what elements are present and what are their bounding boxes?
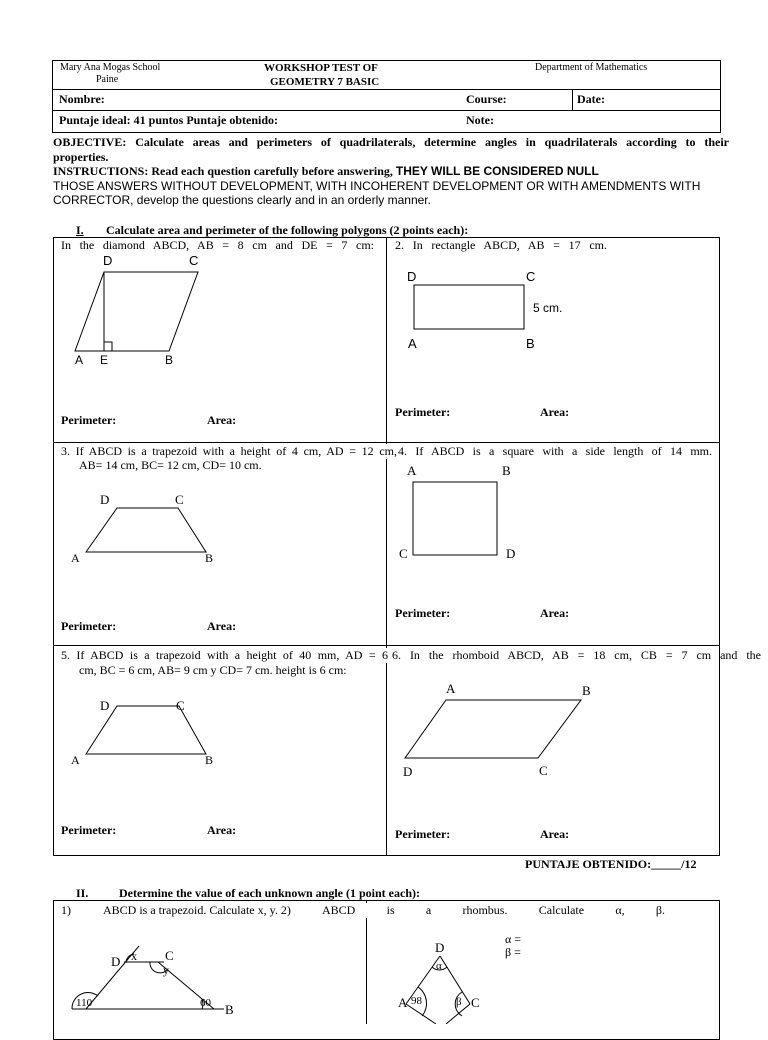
q4-text: 4. If ABCD is a square with a side length of 14 mm. <box>398 444 712 458</box>
q5-label-A: A <box>71 753 80 767</box>
q1-perimeter-label: Perimeter: <box>61 413 117 427</box>
s2-q1-label-x: x <box>131 949 137 963</box>
s2-q2-label-alpha: α <box>436 960 442 972</box>
q3-area-label: Area: <box>207 619 237 633</box>
section2-heading: Determine the value of each unknown angle (1 point each): <box>119 886 420 900</box>
q6-perimeter-label: Perimeter: <box>395 827 451 841</box>
s2-q1-text: ABCD is a trapezoid. Calculate x, y. 2) <box>103 903 291 917</box>
s2-beta-equals: β = <box>505 945 521 959</box>
instructions-bold: Read each question carefully before answering, <box>151 164 393 178</box>
s2-q1-label-110: 110 <box>76 997 93 1009</box>
q4-label-D: D <box>506 546 516 561</box>
q2-label-B: B <box>526 336 535 351</box>
q6-rhomboid-figure <box>396 676 606 786</box>
q6-text: 6. In the rhomboid ABCD, AB = 18 cm, CB = 7 cm and the <box>392 648 761 662</box>
q6-label-A: A <box>446 681 456 696</box>
section1-numeral: I. <box>76 223 84 237</box>
school-city: Paine <box>96 74 119 85</box>
q2-perimeter-label: Perimeter: <box>395 405 451 419</box>
q1-label-C: C <box>189 253 199 268</box>
q4-perimeter-label: Perimeter: <box>395 606 451 620</box>
section2-grid-vline <box>366 900 367 1024</box>
s2-q1-trapezoid-figure <box>64 940 254 1024</box>
q5-label-D: D <box>100 698 110 713</box>
q3-label-C: C <box>175 492 184 507</box>
s2-q2-label-C: C <box>471 995 480 1010</box>
q4-square-shape <box>413 482 497 555</box>
q5-label-B: B <box>205 753 214 767</box>
q1-diamond-shape <box>75 272 198 351</box>
q5-perimeter-label: Perimeter: <box>61 823 117 837</box>
header-divider-1 <box>52 89 721 90</box>
q5-area-label: Area: <box>207 823 237 837</box>
s2-alpha-equals: α = <box>505 932 522 946</box>
course-label: Course: <box>466 92 507 106</box>
q1-label-B: B <box>165 353 174 367</box>
q6-label-D: D <box>403 764 413 779</box>
test-title-line2: GEOMETRY 7 BASIC <box>270 76 380 88</box>
s2-q2-label-beta: β <box>456 996 462 1008</box>
instructions-line2: THOSE ANSWERS WITHOUT DEVELOPMENT, WITH INCOHERENT DEVELOPMENT OR WITH AMENDMENTS WITH <box>53 179 701 193</box>
s2-q1-label-B: B <box>225 1002 234 1017</box>
q3-perimeter-label: Perimeter: <box>61 619 117 633</box>
q1-label-D: D <box>103 253 113 268</box>
q1-diamond-figure <box>66 250 216 370</box>
q2-label-C: C <box>526 269 536 284</box>
department: Department of Mathematics <box>535 62 648 73</box>
s2-q2-text: ABCD is a rhombus. Calculate α, β. <box>322 903 665 917</box>
q1-right-angle-mark <box>104 342 112 351</box>
s2-q1-label-C: C <box>165 948 174 963</box>
q6-rhomboid-shape <box>405 700 581 758</box>
objective-line2: properties. <box>53 150 109 164</box>
q3-trapezoid-figure <box>66 490 226 570</box>
q3-text-line2: AB= 14 cm, BC= 12 cm, CD= 10 cm. <box>79 458 262 472</box>
section1-heading: Calculate area and perimeter of the following polygons (2 points each): <box>106 223 469 237</box>
q4-label-C: C <box>399 546 408 561</box>
s2-q2-side-ab <box>406 1004 436 1024</box>
s2-q1-label-y: y <box>163 963 169 977</box>
header-date-divider <box>572 89 573 110</box>
instructions-line3: CORRECTOR, develop the questions clearly and in an orderly manner. <box>53 193 431 207</box>
q3-label-D: D <box>100 492 110 507</box>
q3-label-A: A <box>71 551 80 565</box>
q5-trapezoid-shape <box>86 706 206 754</box>
q4-label-A: A <box>407 463 417 478</box>
q3-text-line1: 3. If ABCD is a trapezoid with a height of 4 cm, AD = 12 cm, <box>61 444 397 458</box>
s2-q2-label-A: A <box>398 995 408 1010</box>
q6-label-C: C <box>539 763 548 778</box>
q2-label-A: A <box>408 336 417 351</box>
s2-q1-label-D: D <box>111 954 121 969</box>
q5-text-line2: cm, BC = 6 cm, AB= 9 cm y CD= 7 cm. height is 6 cm: <box>79 663 347 677</box>
q2-label-5cm: 5 cm. <box>533 301 563 315</box>
q6-label-B: B <box>582 683 591 698</box>
nombre-label: Nombre: <box>59 92 105 106</box>
q4-label-B: B <box>502 463 511 478</box>
q4-area-label: Area: <box>540 606 570 620</box>
q2-rectangle-figure <box>404 262 574 362</box>
instructions-line1 <box>53 164 599 179</box>
section1-grid-hline-2 <box>53 645 720 646</box>
s2-q2-side-dc <box>440 956 470 1004</box>
instructions-label: INSTRUCTIONS: <box>53 164 149 178</box>
section2-numeral: II. <box>76 886 89 900</box>
note-label: Note: <box>466 113 494 127</box>
q2-rectangle-shape <box>414 285 524 329</box>
q2-text: 2. In rectangle ABCD, AB = 17 cm. <box>395 238 607 252</box>
instructions-null: THEY WILL BE CONSIDERED NULL <box>395 164 599 178</box>
header-divider-2 <box>52 110 721 111</box>
section1-grid-hline-1 <box>53 442 720 443</box>
q3-label-B: B <box>205 551 214 565</box>
q5-text-line1: 5. If ABCD is a trapezoid with a height of 40 mm, AD = 6 <box>61 648 388 662</box>
test-title-line1: WORKSHOP TEST OF <box>264 62 378 74</box>
q5-label-C: C <box>176 698 185 713</box>
date-label: Date: <box>577 92 605 106</box>
q2-area-label: Area: <box>540 405 570 419</box>
section1-grid-vline <box>386 237 387 856</box>
school-name: Mary Ana Mogas School <box>60 62 161 73</box>
puntaje-label: Puntaje ideal: 41 puntos Puntaje obtenido: <box>59 113 279 127</box>
q1-label-A: A <box>75 353 84 367</box>
q4-square-figure <box>396 460 526 570</box>
q3-trapezoid-shape <box>86 508 206 552</box>
q1-text: In the diamond ABCD, AB = 8 cm and DE = 7 cm: <box>61 238 374 252</box>
s2-q2-rhombus-figure <box>396 934 496 1024</box>
section1-score: PUNTAJE OBTENIDO:_____/12 <box>525 857 697 871</box>
s2-q1-num: 1) <box>61 903 71 917</box>
objective-text: Calculate areas and perimeters of quadrilaterals, determine angles in quadrilaterals according to their <box>135 135 730 149</box>
q6-area-label: Area: <box>540 827 570 841</box>
objective-label: OBJECTIVE: <box>53 135 127 149</box>
q1-label-E: E <box>100 353 109 367</box>
objective-line1 <box>53 135 729 150</box>
q5-trapezoid-figure <box>66 692 226 772</box>
s2-q2-label-98: 98 <box>411 995 422 1007</box>
s2-q1-label-60: 60 <box>200 997 211 1009</box>
s2-q2-label-D: D <box>435 940 445 955</box>
q1-area-label: Area: <box>207 413 237 427</box>
q2-label-D: D <box>407 269 417 284</box>
